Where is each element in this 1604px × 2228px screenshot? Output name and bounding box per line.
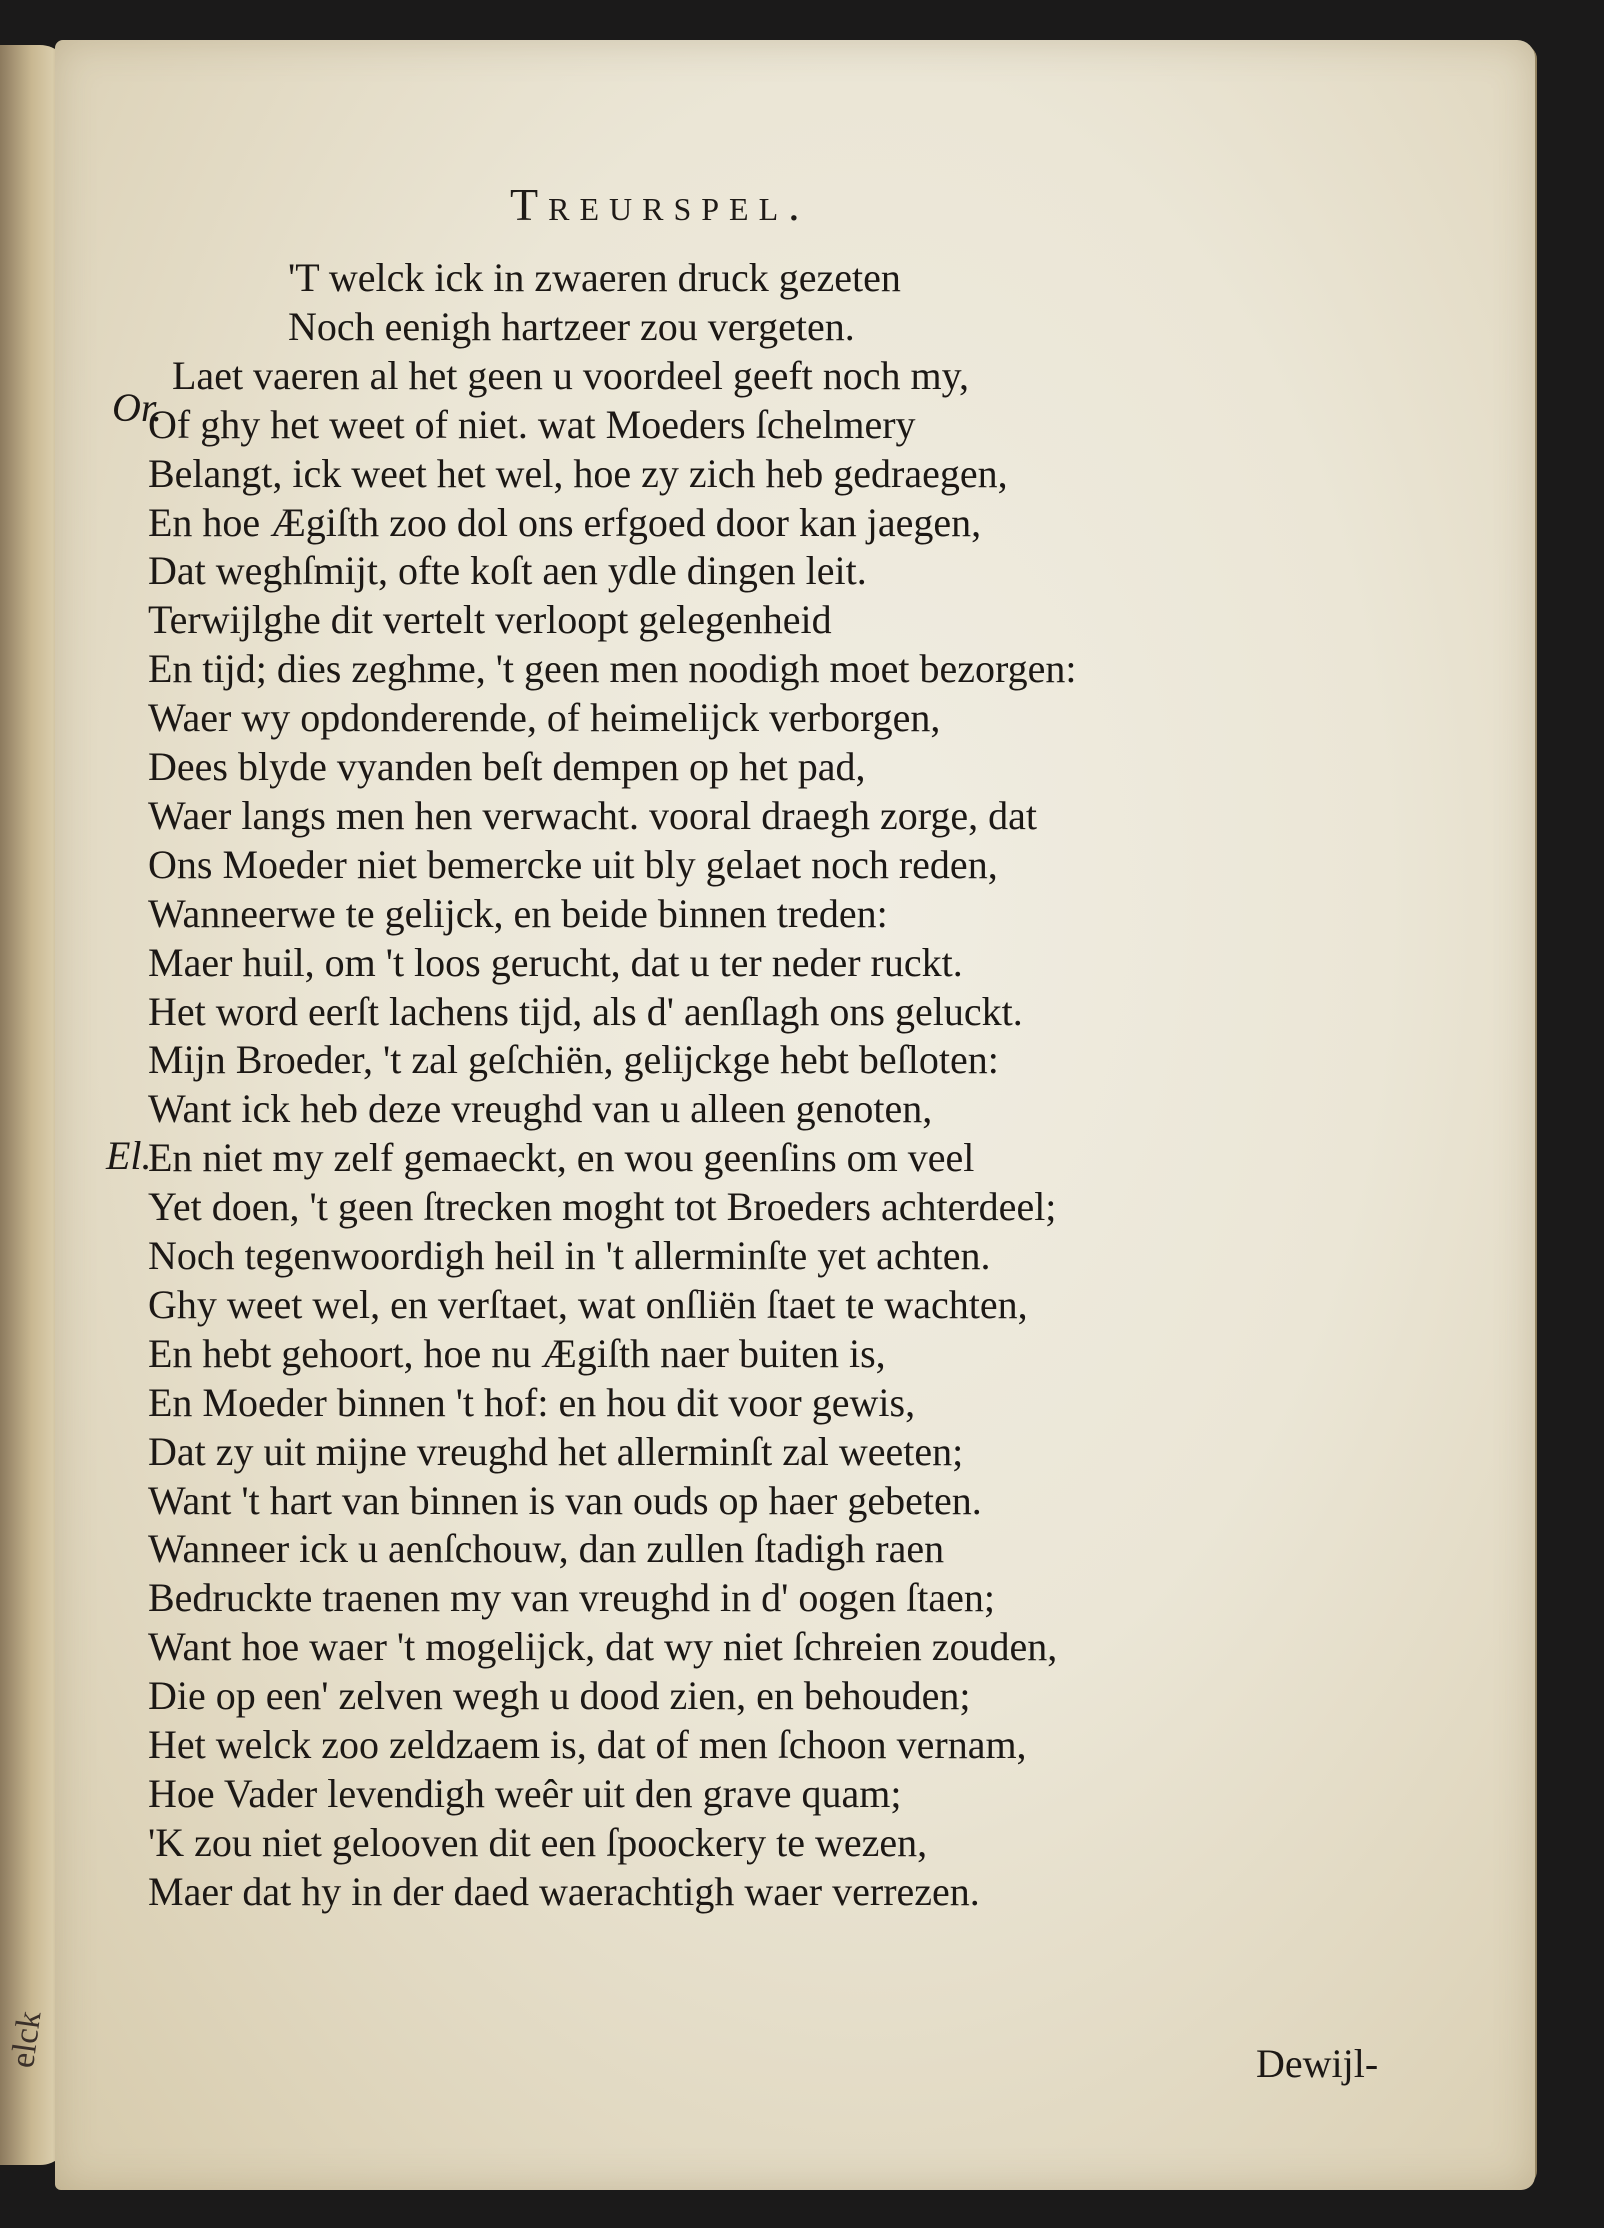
verse-line: Want ick heb deze vreughd van u alleen genoten, <box>148 1086 933 1132</box>
verse-line: Het welck zoo zeldzaem is, dat of men ſchoon vernam, <box>148 1722 1027 1767</box>
verse-line: Hoe Vader levendigh weêr uit den grave quam; <box>148 1770 902 1816</box>
verse-line: En hebt gehoort, hoe nu Ægiſth naer buiten is, <box>148 1330 886 1376</box>
verse-line: Dat zy uit mijne vreughd het allerminſt zal weeten; <box>148 1428 964 1474</box>
verse-line: Mijn Broeder, 't zal geſchiën, gelijckge hebt beſloten: <box>148 1037 999 1083</box>
verse-line: Dat weghſmijt, ofte koſt aen ydle dingen leit. <box>148 548 867 594</box>
verse-line: Dees blyde vyanden beſt dempen op het pad, <box>148 744 866 789</box>
verse-line: Belangt, ick weet het wel, hoe zy zich heb gedraegen, <box>148 450 1008 496</box>
verse-line: Het word eerſt lachens tijd, als d' aenſlagh ons geluckt. <box>148 988 1023 1034</box>
verse-line: Wanneer ick u aenſchouw, dan zullen ſtadigh raen <box>148 1526 945 1572</box>
verse-line: Maer huil, om 't loos gerucht, dat u ter neder ruckt. <box>148 939 963 985</box>
verse-line: 'K zou niet gelooven dit een ſpoockery te wezen, <box>148 1819 928 1865</box>
verse-line: Yet doen, 't geen ſtrecken moght tot Broeders achterdeel; <box>148 1184 1057 1230</box>
left-page-fragment: elck <box>4 2008 49 2071</box>
verse-line: Wanneerwe te gelijck, en beide binnen treden: <box>148 890 888 936</box>
verse-line: Ghy weet wel, en verſtaet, wat onſliën ſtaet te wachten, <box>148 1281 1028 1327</box>
running-head: Treurspel. <box>510 179 810 230</box>
verse-line: En Moeder binnen 't hof: en hou dit voor gewis, <box>148 1379 916 1425</box>
verse-line: En tijd; dies zeghme, 't geen men noodigh moet bezorgen: <box>148 646 1077 692</box>
speaker-label-electra: El. <box>106 1133 152 1178</box>
verse-line: Ons Moeder niet bemercke uit bly gelaet noch reden, <box>148 841 998 887</box>
verse-line: Laet vaeren al het geen u voordeel geeft noch my, <box>172 352 970 398</box>
verse-line: Bedruckte traenen my van vreughd in d' oogen ſtaen; <box>148 1575 995 1621</box>
verse-line: Die op een' zelven wegh u dood zien, en behouden; <box>148 1673 971 1719</box>
verse-line: 'T welck ick in zwaeren druck gezeten <box>288 255 901 300</box>
catchword: Dewijl- <box>1256 2041 1379 2086</box>
speaker-label-orestes: Or. <box>112 385 163 430</box>
verse-line: En hoe Ægiſth zoo dol ons erfgoed door kan jaegen, <box>148 499 982 545</box>
verse-line: Noch tegenwoordigh heil in 't allerminſte yet achten. <box>148 1233 991 1278</box>
verse-line: Noch eenigh hartzeer zou vergeten. <box>288 303 855 349</box>
verse-line: Maer dat hy in der daed waerachtigh waer verrezen. <box>148 1868 980 1914</box>
verse-line: Terwijlghe dit vertelt verloopt gelegenheid <box>148 597 832 643</box>
verse-line: En niet my zelf gemaeckt, en wou geenſins om veel <box>148 1135 975 1181</box>
verse-line: Of ghy het weet of niet. wat Moeders ſchelmery <box>148 401 916 447</box>
verse-line: Want hoe waer 't mogelijck, dat wy niet ſchreien zouden, <box>148 1624 1058 1670</box>
verse-line: Want 't hart van binnen is van ouds op haer gebeten. <box>148 1477 982 1523</box>
verse-line: Waer langs men hen verwacht. vooral draegh zorge, dat <box>148 792 1038 838</box>
verse-line: Waer wy opdonderende, of heimelijck verborgen, <box>148 695 941 741</box>
